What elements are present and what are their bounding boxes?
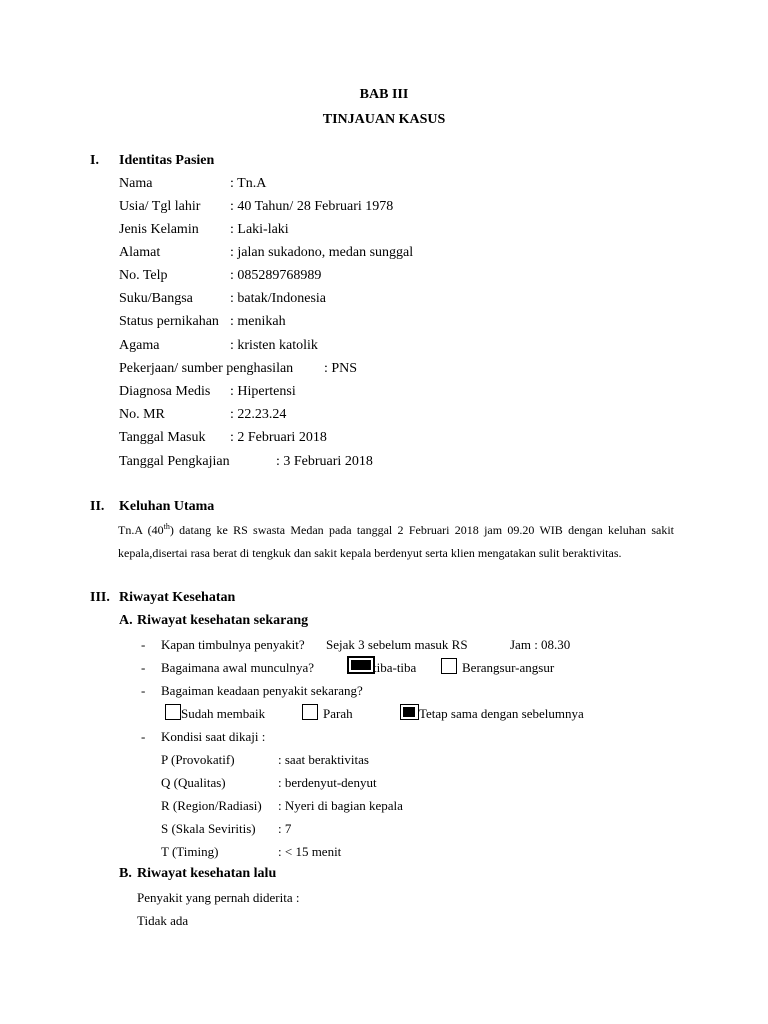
field-label: Diagnosa Medis — [119, 384, 211, 399]
chapter-title: BAB III — [359, 87, 409, 102]
pqrst-label: T (Timing) — [161, 844, 219, 859]
option-label: Tetap sama dengan sebelumnya — [419, 706, 584, 721]
pqrst-value: : Nyeri di bagian kepala — [278, 798, 403, 813]
field-label: Pekerjaan/ sumber penghasilan — [119, 361, 294, 376]
bullet: - — [141, 660, 146, 675]
field-value: : Tn.A — [230, 176, 267, 191]
section-heading: Identitas Pasien — [119, 153, 215, 168]
field-label: Status pernikahan — [119, 314, 219, 329]
field-value: : Hipertensi — [230, 384, 296, 399]
section-heading: Riwayat Kesehatan — [119, 590, 236, 605]
history-line: Tidak ada — [137, 913, 189, 928]
field-value: : kristen katolik — [230, 338, 318, 353]
pqrst-value: : saat beraktivitas — [278, 752, 369, 767]
pqrst-value: : berdenyut-denyut — [278, 775, 377, 790]
section-number: I. — [90, 153, 99, 168]
section-number: II. — [90, 499, 105, 514]
field-value: : jalan sukadono, medan sunggal — [230, 245, 414, 260]
checkbox-parah[interactable] — [302, 704, 318, 720]
section-heading: Keluhan Utama — [119, 499, 215, 514]
paragraph-rest: ) datang ke RS swasta Medan pada tanggal 2 Februari 2018 jam 09.20 WIB dengan keluhan sakit kepala,disertai rasa berat di tengkuk dan sakit kepala berdenyut serta klien mengatakan sulit beraktivitas. — [118, 523, 674, 560]
field-value: : 40 Tahun/ 28 Februari 1978 — [230, 199, 394, 214]
pqrst-value: : 7 — [278, 821, 292, 836]
checkbox-tiba-tiba[interactable] — [347, 656, 375, 674]
field-label: Jenis Kelamin — [119, 222, 199, 237]
history-line: Penyakit yang pernah diderita : — [137, 890, 300, 905]
question-text: Bagaimana awal munculnya? — [161, 660, 315, 675]
option-label: tiba-tiba — [373, 660, 417, 675]
bullet: - — [141, 683, 146, 698]
time-text: Jam : 08.30 — [510, 637, 571, 652]
subsection-heading: Riwayat kesehatan lalu — [137, 866, 277, 881]
field-value: : Laki-laki — [230, 222, 289, 237]
checkbox-tetap-sama[interactable] — [400, 704, 419, 720]
page-title: TINJAUAN KASUS — [322, 112, 446, 127]
superscript: th — [163, 522, 170, 531]
checkbox-berangsur[interactable] — [441, 658, 457, 674]
field-label: Nama — [119, 176, 153, 191]
answer-text: Sejak 3 sebelum masuk RS — [326, 637, 468, 652]
pqrst-label: P (Provokatif) — [161, 752, 235, 767]
subsection-letter: A. — [119, 613, 133, 628]
pqrst-label: S (Skala Seviritis) — [161, 821, 256, 836]
field-value: : 2 Februari 2018 — [230, 430, 327, 445]
option-label: Parah — [323, 706, 353, 721]
field-label: Tanggal Masuk — [119, 430, 206, 445]
question-text: Kondisi saat dikaji : — [161, 729, 266, 744]
field-value: : PNS — [324, 361, 358, 376]
field-value: : 22.23.24 — [230, 407, 287, 422]
checkbox-sudah-membaik[interactable] — [165, 704, 181, 720]
option-label: Berangsur-angsur — [462, 660, 555, 675]
field-value: : 085289768989 — [230, 268, 322, 283]
field-label: No. MR — [119, 407, 165, 422]
field-label: Tanggal Pengkajian — [119, 454, 230, 469]
bullet: - — [141, 637, 146, 652]
field-label: Agama — [119, 338, 160, 353]
pqrst-label: R (Region/Radiasi) — [161, 798, 262, 813]
field-label: Alamat — [119, 245, 161, 260]
field-value: : 3 Februari 2018 — [276, 454, 373, 469]
paragraph-start: Tn.A (40 — [118, 523, 164, 537]
section-number: III. — [90, 590, 110, 605]
question-text: Bagaiman keadaan penyakit sekarang? — [161, 683, 363, 698]
field-label: Usia/ Tgl lahir — [119, 199, 201, 214]
question-text: Kapan timbulnya penyakit? — [161, 637, 305, 652]
field-label: Suku/Bangsa — [119, 291, 193, 306]
subsection-heading: Riwayat kesehatan sekarang — [137, 613, 309, 628]
field-value: : batak/Indonesia — [230, 291, 327, 306]
option-label: Sudah membaik — [181, 706, 266, 721]
field-value: : menikah — [230, 314, 286, 329]
pqrst-label: Q (Qualitas) — [161, 775, 226, 790]
bullet: - — [141, 729, 146, 744]
pqrst-value: : < 15 menit — [278, 844, 342, 859]
chief-complaint-paragraph — [118, 519, 674, 565]
subsection-letter: B. — [119, 866, 132, 881]
field-label: No. Telp — [119, 268, 168, 283]
